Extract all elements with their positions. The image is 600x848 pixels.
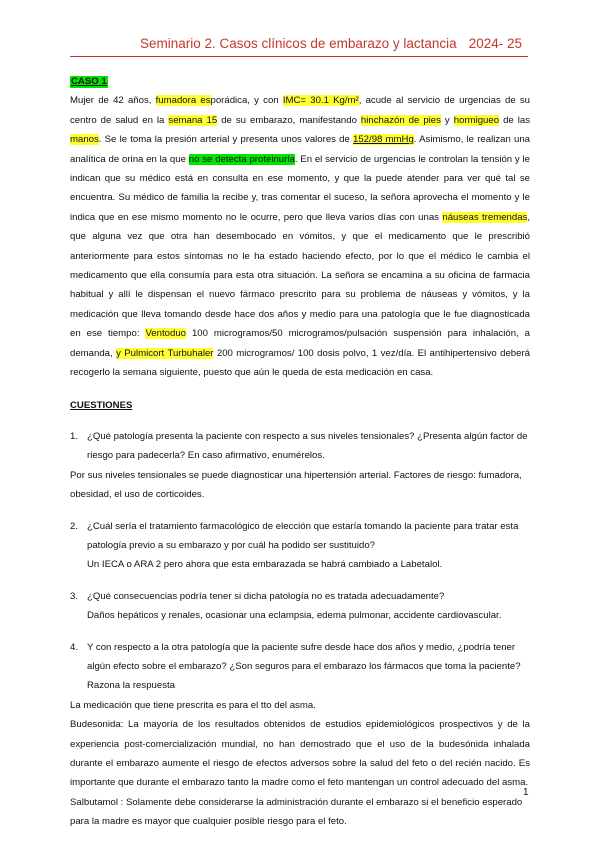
question-3 xyxy=(70,587,530,606)
highlight-imc: IMC= 30.1 Kg/m² xyxy=(282,95,359,107)
answer-4-budesonida: Budesonida: La mayoría de los resultados obtenidos de estudios epidemiológicos prospectivos y de la experiencia post-comercialización mundial, no han demostrado que el uso de la budesónida inhalada durante el embarazo aumente el riesgo de efectos adversos sobre la salud del feto o del recién nacido. Es importante que durante el embarazo tanto la madre como el feto mantengan un control adecuado del asma. xyxy=(70,719,530,789)
answer-4-salbutamol: Salbutamol : Solamente debe considerarse la administración durante el embarazo si el beneficio esperado para la madre es mayor que cualquier posible riesgo para el feto. xyxy=(70,796,523,828)
answer-1: Por sus niveles tensionales se puede diagnosticar una hipertensión arterial. Factores de riesgo: fumadora, obesidad, el uso de corticoides. xyxy=(70,469,522,501)
page-header xyxy=(70,34,528,54)
case-text: 100 microgramos/50 microgramos/pulsación suspensión para inhalación, a demanda, xyxy=(70,328,530,359)
question-text: ¿Qué patología presenta la paciente con respecto a sus niveles tensionales? ¿Presenta algún factor de riesgo para padecerla? En caso afirmativo, enumérelos. xyxy=(87,430,528,462)
case-text: de su embarazo, manifestando xyxy=(217,114,361,126)
question-number: 3. xyxy=(70,590,79,602)
question-number: 4. xyxy=(70,641,79,653)
case-label: CASO 1 xyxy=(71,76,107,87)
question-number: 1. xyxy=(70,430,79,442)
header-year: 2024- 25 xyxy=(468,36,522,51)
case-text: . Se le toma la presión arterial y presenta unos valores de xyxy=(98,134,354,146)
answer-2: Un IECA o ARA 2 pero ahora que esta embarazada se habrá cambiado a Labetalol. xyxy=(87,559,443,571)
highlight-pulmicort: y Pulmicort Turbuhaler xyxy=(116,347,214,359)
case-text: de las xyxy=(499,114,531,126)
highlight-proteinuria: no se detecta proteinuria xyxy=(188,153,295,165)
highlight-hormigueo: hormigueo xyxy=(453,114,500,126)
case-text: . Asimismo, le realizan una analítica de orina en la que xyxy=(70,134,530,165)
answer-4-intro: La medicación que tiene prescrita es para el tto del asma. xyxy=(70,699,316,711)
case-paragraph xyxy=(70,91,530,382)
question-2 xyxy=(70,517,530,556)
case-text: porádica, y con xyxy=(210,95,283,107)
question-4 xyxy=(70,638,530,696)
case-text: , acude al servicio de urgencias de su centro de salud en la xyxy=(70,95,530,126)
answer-3: Daños hepáticos y renales, ocasionar una eclampsia, edema pulmonar, accidente cardiovascular. xyxy=(87,610,502,622)
highlight-semana: semana 15 xyxy=(168,114,218,126)
question-1 xyxy=(70,427,530,466)
case-text: . En el servicio de urgencias le controlan la tensión y le indican que su médico está en consulta en ese momento, y que la puede atender para ver qué tal se encuentra. Su médico de familia la recibe y, tras comentar el suceso, la señora aprovecha el momento y le indica que en ese mismo momento no le ocurre, pero que lleva varios días con unas xyxy=(70,153,531,223)
question-number: 2. xyxy=(70,520,79,532)
questions-heading: CUESTIONES xyxy=(70,399,133,411)
case-text: Mujer de 42 años, xyxy=(70,95,156,107)
header-title: Seminario 2. Casos clínicos de embarazo y lactancia xyxy=(140,36,457,51)
case-text: 200 microgramos/ 100 dosis polvo, 1 vez/día. El antihipertensivo deberá recogerlo la semana siguiente, puesto que aún le queda de esta medicación en casa. xyxy=(70,347,530,379)
highlight-hinchazon: hinchazón de pies xyxy=(360,114,441,126)
question-text: ¿Qué consecuencias podría tener si dicha patología no es tratada adecuadamente? xyxy=(87,590,445,602)
highlight-ventoduo: Ventoduo xyxy=(145,328,186,340)
header-rule xyxy=(70,56,528,57)
question-text: ¿Cuál sería el tratamiento farmacológico de elección que estaría tomando la paciente para tratar esta patología previo a su embarazo y por cuál ha podido ser sustituido? xyxy=(87,520,519,551)
document-body xyxy=(70,72,530,832)
highlight-manos: manos xyxy=(70,134,99,146)
case-text: , que alguna vez que otra han desembocado en vómitos, y que el medicamento que le prescribió anteriormente para estos síntomas no le ha estado haciendo efecto, por lo que el médico le cambia el medicamento que ella consumía para esta otra situación. La señora se encamina a su oficina de farmacia habitual y allí le dispensan el nuevo fármaco prescrito para su problema de náuseas y vómitos, y la medicación que lleva tomando desde hace dos años y medio para una patología que le fue diagnosticada en ese tiempo: xyxy=(70,211,531,340)
highlight-fumadora: fumadora es xyxy=(155,95,211,107)
highlight-nauseas: náuseas tremendas xyxy=(442,211,528,223)
question-text: Y con respecto a la otra patología que la paciente sufre desde hace dos años y medio, ¿podría tener algún efecto sobre el embarazo? ¿Son seguros para el embarazo los fármacos que toma la paciente? Razona la respuesta xyxy=(87,641,521,692)
page-number: 1 xyxy=(523,787,529,798)
case-text: y xyxy=(440,114,454,126)
highlight-presion: 152/98 mmHg xyxy=(353,134,414,146)
